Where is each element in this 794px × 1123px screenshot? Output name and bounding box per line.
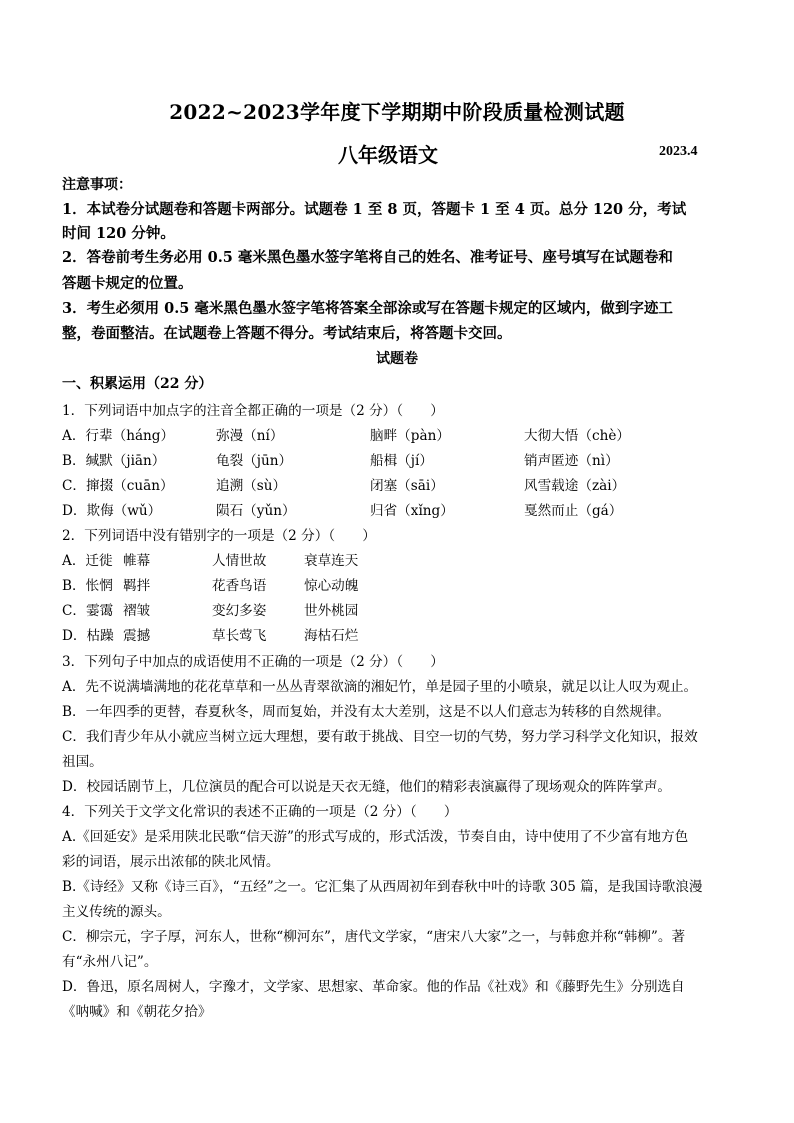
notice-heading: 注意事项： xyxy=(62,177,132,193)
q1-a-1: A．行辈（háng） xyxy=(62,428,175,444)
q2-a-2: 帷幕 xyxy=(123,553,151,569)
q4-line: 主义传统的源头。 xyxy=(62,904,171,920)
exam-title: 2022~2023学年度下学期期中阶段质量检测试题 xyxy=(169,100,625,124)
q1-b-2: 龟裂（jūn） xyxy=(216,453,293,469)
q1-option-row xyxy=(62,449,742,469)
q1-a-3: 脑畔（pàn） xyxy=(370,428,450,444)
q4-line: A.《回延安》是采用陕北民歌“信天游”的形式写成的，形式活泼，节奏自由，诗中使用了不少富有地方色 xyxy=(62,829,689,845)
q4-line: C．柳宗元，字子厚，河东人，世称“柳河东”，唐代文学家，“唐宋八大家”之一，与韩愈并称“韩柳”。著 xyxy=(62,929,686,945)
q4-stem: 4．下列关于文学文化常识的表述不正确的一项是（2 分）（ ） xyxy=(62,804,458,820)
section-title: 试题卷 xyxy=(376,351,418,367)
notice-line: 1．本试卷分试题卷和答题卡两部分。试题卷 1 至 8 页，答题卡 1 至 4 页。总分 120 分，考试 xyxy=(62,201,687,218)
notice-line: 时间 120 分钟。 xyxy=(62,225,175,242)
q4-line: B.《诗经》又称《诗三百》，“五经”之一。它汇集了从西周初年到春秋中叶的诗歌 305 篇，是我国诗歌浪漫 xyxy=(62,879,703,895)
q2-c-2: 褶皱 xyxy=(123,603,151,619)
q1-d-3: 归省（xǐng） xyxy=(370,503,454,519)
q1-c-1: C．撺掇（cuān） xyxy=(62,478,174,494)
q2-b-4: 惊心动魄 xyxy=(304,578,359,594)
q4-line: 彩的词语，展示出浓郁的陕北风情。 xyxy=(62,854,280,870)
exam-date: 2023.4 xyxy=(659,144,698,159)
q1-a-2: 弥漫（ní） xyxy=(216,428,284,444)
notice-line: 3．考生必须用 0.5 毫米黑色墨水签字笔将答案全部涂或写在答题卡规定的区域内，做到字迹工 xyxy=(62,300,673,317)
q2-b-1: B．怅惘 xyxy=(62,578,113,594)
q2-b-2: 羁拌 xyxy=(123,578,151,594)
q1-option-row xyxy=(62,499,742,519)
q2-d-3: 草长莺飞 xyxy=(212,628,267,644)
q2-option-row xyxy=(62,574,462,594)
q2-d-2: 震撼 xyxy=(123,628,151,644)
q4-line: D．鲁迅，原名周树人，字豫才，文学家、思想家、革命家。他的作品《社戏》和《藤野先生》分别选自 xyxy=(62,979,685,995)
q1-c-4: 风雪载途（zài） xyxy=(524,478,626,494)
q3-line: B．一年四季的更替，春夏秋冬，周而复始，并没有太大差别，这是不以人们意志为转移的自然规律。 xyxy=(62,704,671,720)
q2-a-4: 衰草连天 xyxy=(304,553,359,569)
q1-c-2: 追溯（sù） xyxy=(216,478,287,494)
q2-option-row xyxy=(62,549,462,569)
q2-c-1: C．霎霭 xyxy=(62,603,114,619)
q1-stem: 1．下列词语中加点字的注音全都正确的一项是（2 分）（ ） xyxy=(62,403,444,419)
notice-line: 答题卡规定的位置。 xyxy=(62,275,193,292)
q2-d-1: D．枯躁 xyxy=(62,628,114,644)
q4-line: 有“永州八记”。 xyxy=(62,954,158,970)
q2-option-row xyxy=(62,624,462,644)
q3-stem: 3．下列句子中加点的成语使用不正确的一项是（2 分）（ ） xyxy=(62,654,444,670)
q2-stem: 2．下列词语中没有错别字的一项是（2 分）（ ） xyxy=(62,528,376,544)
q1-b-1: B．缄默（jiān） xyxy=(62,453,166,469)
q2-b-3: 花香鸟语 xyxy=(212,578,267,594)
notice-line: 2．答卷前考生务必用 0.5 毫米黑色墨水签字笔将自己的姓名、准考证号、座号填写在试题卷和 xyxy=(62,249,673,266)
q4-line: 《呐喊》和《朝花夕拾》 xyxy=(62,1004,212,1020)
q2-c-3: 变幻多姿 xyxy=(212,603,267,619)
q1-d-4: 戛然而止（gá） xyxy=(524,503,623,519)
q2-c-4: 世外桃园 xyxy=(304,603,359,619)
part1-heading: 一、积累运用（22 分） xyxy=(62,376,213,392)
q2-d-4: 海枯石烂 xyxy=(304,628,359,644)
q2-a-1: A．迁徙 xyxy=(62,553,113,569)
q1-a-4: 大彻大悟（chè） xyxy=(524,428,630,444)
q1-d-2: 陨石（yǔn） xyxy=(216,503,296,519)
q2-option-row xyxy=(62,599,462,619)
exam-subtitle: 八年级语文 xyxy=(338,143,438,167)
q1-option-row xyxy=(62,424,742,444)
q1-d-1: D．欺侮（wǔ） xyxy=(62,503,162,519)
notice-line: 整，卷面整洁。在试题卷上答题不得分。考试结束后，将答题卡交回。 xyxy=(62,325,512,342)
q3-line: 祖国。 xyxy=(62,754,103,770)
q3-line: D．校园话剧节上，几位演员的配合可以说是天衣无缝，他们的精彩表演赢得了现场观众的阵阵掌声。 xyxy=(62,779,672,795)
q1-b-4: 销声匿迹（nì） xyxy=(524,453,619,469)
q1-option-row xyxy=(62,474,742,494)
q2-a-3: 人情世故 xyxy=(212,553,267,569)
q1-c-3: 闭塞（sāi） xyxy=(370,478,444,494)
q1-b-3: 船楫（jí） xyxy=(370,453,433,469)
q3-line: C．我们青少年从小就应当树立远大理想，要有敢于挑战、目空一切的气势，努力学习科学文化知识，报效 xyxy=(62,729,698,745)
q3-line: A．先不说满墙满地的花花草草和一丛丛青翠欲滴的湘妃竹，单是园子里的小喷泉，就足以让人叹为观止。 xyxy=(62,679,698,695)
